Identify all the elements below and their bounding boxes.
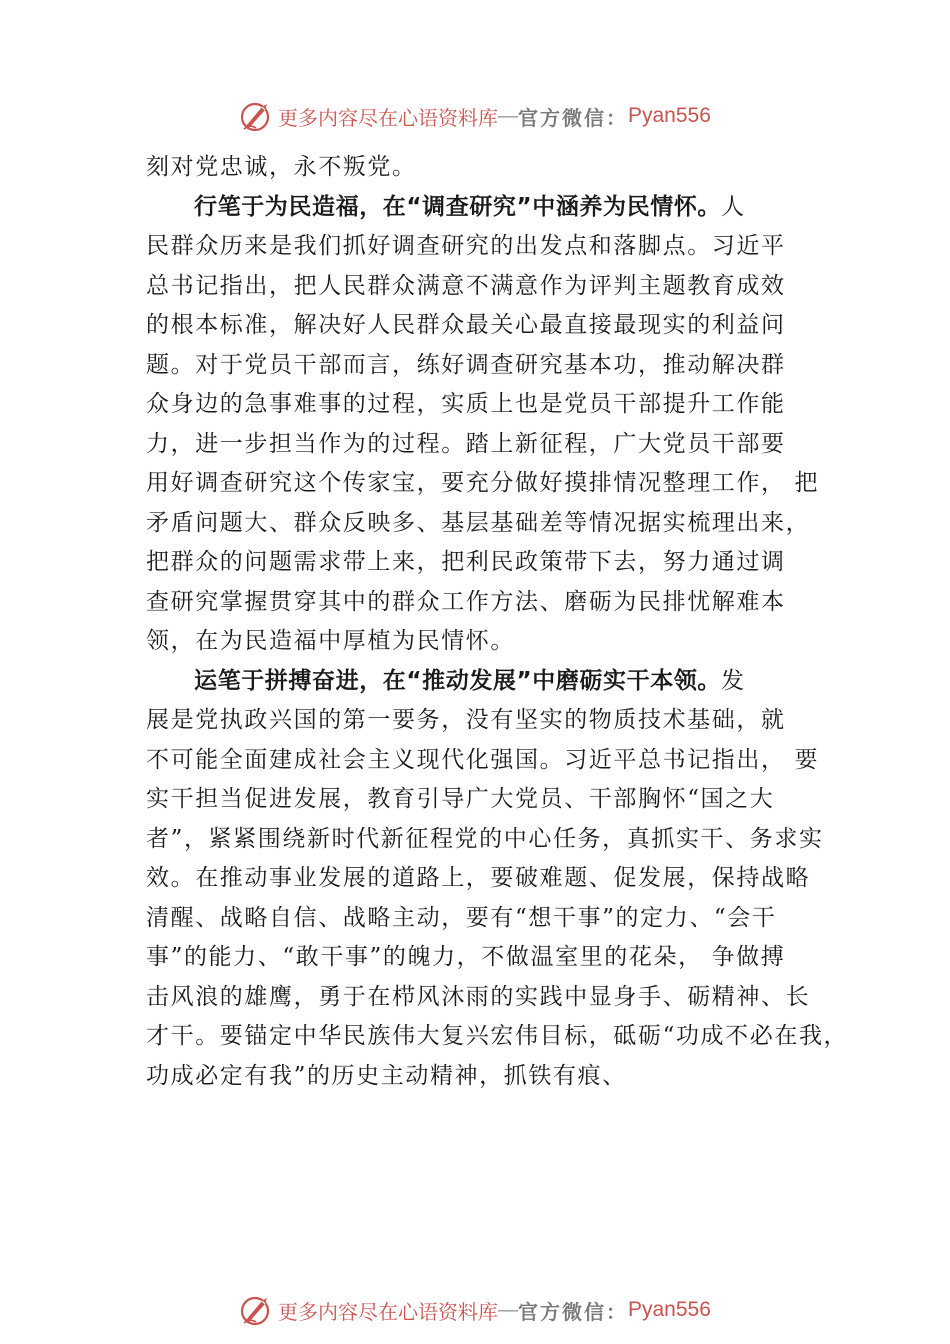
text-line <box>146 859 836 899</box>
text-line <box>146 464 836 504</box>
watermark-id: Pyan556 <box>628 104 711 127</box>
line-text: 总书记指出，把人民群众满意不满意作为评判主题教育成效 <box>146 272 786 299</box>
fountain-pen-logo-icon <box>238 98 274 134</box>
document-body <box>146 148 849 1096</box>
fountain-pen-logo-icon <box>238 1292 274 1328</box>
text-line <box>146 583 836 623</box>
footer-watermark <box>238 1290 711 1330</box>
line-text: 功成必定有我”的历史主动精神，抓铁有痕、 <box>146 1062 627 1089</box>
text-line <box>146 504 836 544</box>
text-line <box>146 622 836 662</box>
line-text: 展是党执政兴国的第一要务，没有坚实的物质技术基础，就 <box>146 707 786 733</box>
text-line <box>146 425 836 465</box>
text-line <box>146 346 836 386</box>
text-line <box>146 780 836 820</box>
line-text: 题。对于党员干部而言，练好调查研究基本功，推动解决群 <box>146 351 786 378</box>
line-text: 的根本标准，解决好人民群众最关心最直接最现实的利益问 <box>146 312 786 338</box>
line-text: 才干。要锚定中华民族伟大复兴宏伟目标，砥砺“功成不必在我， <box>146 1023 849 1049</box>
text-line <box>146 188 836 228</box>
watermark-official: 官方微信： <box>518 1299 628 1324</box>
line-text: 者”，紧紧围绕新时代新征程党的中心任务，真抓实干、务求实 <box>146 825 824 852</box>
line-text: 民群众历来是我们抓好调查研究的出发点和落脚点。习近平 <box>146 233 786 259</box>
header-watermark <box>238 96 711 136</box>
text-line <box>146 306 836 346</box>
text-line <box>146 267 836 307</box>
watermark-brand: 更多内容尽在心语资料库 <box>278 1299 498 1324</box>
text-line <box>146 741 836 781</box>
line-text: 实干担当促进发展，教育引导广大党员、干部胸怀“国之大 <box>146 786 775 812</box>
text-line <box>146 385 836 425</box>
text-line <box>146 1017 849 1057</box>
text-line <box>146 1057 836 1097</box>
line-text: 矛盾问题大、群众反映多、基层基础差等情况据实梳理出来， <box>146 509 811 536</box>
text-line <box>146 227 836 267</box>
paragraph-heading: 行笔于为民造福，在“调查研究”中涵养为民情怀。 <box>194 193 722 220</box>
line-text: 刻对党忠诚，永不叛党。 <box>146 154 417 180</box>
paragraph-heading: 运笔于拼搏奋进，在“推动发展”中磨砺实干本领。 <box>194 667 722 694</box>
line-text: 众身边的急事难事的过程，实质上也是党员干部提升工作能 <box>146 391 786 417</box>
text-line <box>146 938 836 978</box>
watermark-id: Pyan556 <box>628 1298 711 1321</box>
text-line <box>146 978 836 1018</box>
line-text: 事”的能力、“敢干事”的魄力，不做温室里的花朵， 争做搏 <box>146 944 786 970</box>
line-text: 查研究掌握贯穿其中的群众工作方法、磨砺为民排忧解难本 <box>146 588 786 615</box>
text-line <box>146 662 836 702</box>
line-text: 把群众的问题需求带上来，把利民政策带下去，努力通过调 <box>146 549 786 575</box>
text-line <box>146 820 836 860</box>
line-text: 清醒、战略自信、战略主动，要有“想干事”的定力、“会干 <box>146 904 777 931</box>
watermark-brand: 更多内容尽在心语资料库 <box>278 105 498 130</box>
text-line <box>146 701 836 741</box>
watermark-official: 官方微信： <box>518 105 628 130</box>
line-text: 不可能全面建成社会主义现代化强国。习近平总书记指出， 要 <box>146 746 820 773</box>
text-line <box>146 899 836 939</box>
line-text: 击风浪的雄鹰，勇于在栉风沐雨的实践中显身手、砺精神、长 <box>146 983 811 1010</box>
text-line <box>146 543 836 583</box>
watermark-dash: — <box>498 1298 518 1321</box>
text-line <box>146 148 836 188</box>
line-text: 领，在为民造福中厚植为民情怀。 <box>146 628 515 654</box>
line-text: 发 <box>721 667 746 694</box>
line-text: 力，进一步担当作为的过程。踏上新征程，广大党员干部要 <box>146 430 786 457</box>
watermark-dash: — <box>498 104 518 127</box>
line-text: 效。在推动事业发展的道路上，要破难题、促发展，保持战略 <box>146 865 811 891</box>
line-text: 用好调查研究这个传家宝，要充分做好摸排情况整理工作， 把 <box>146 470 820 496</box>
line-text: 人 <box>721 193 746 220</box>
